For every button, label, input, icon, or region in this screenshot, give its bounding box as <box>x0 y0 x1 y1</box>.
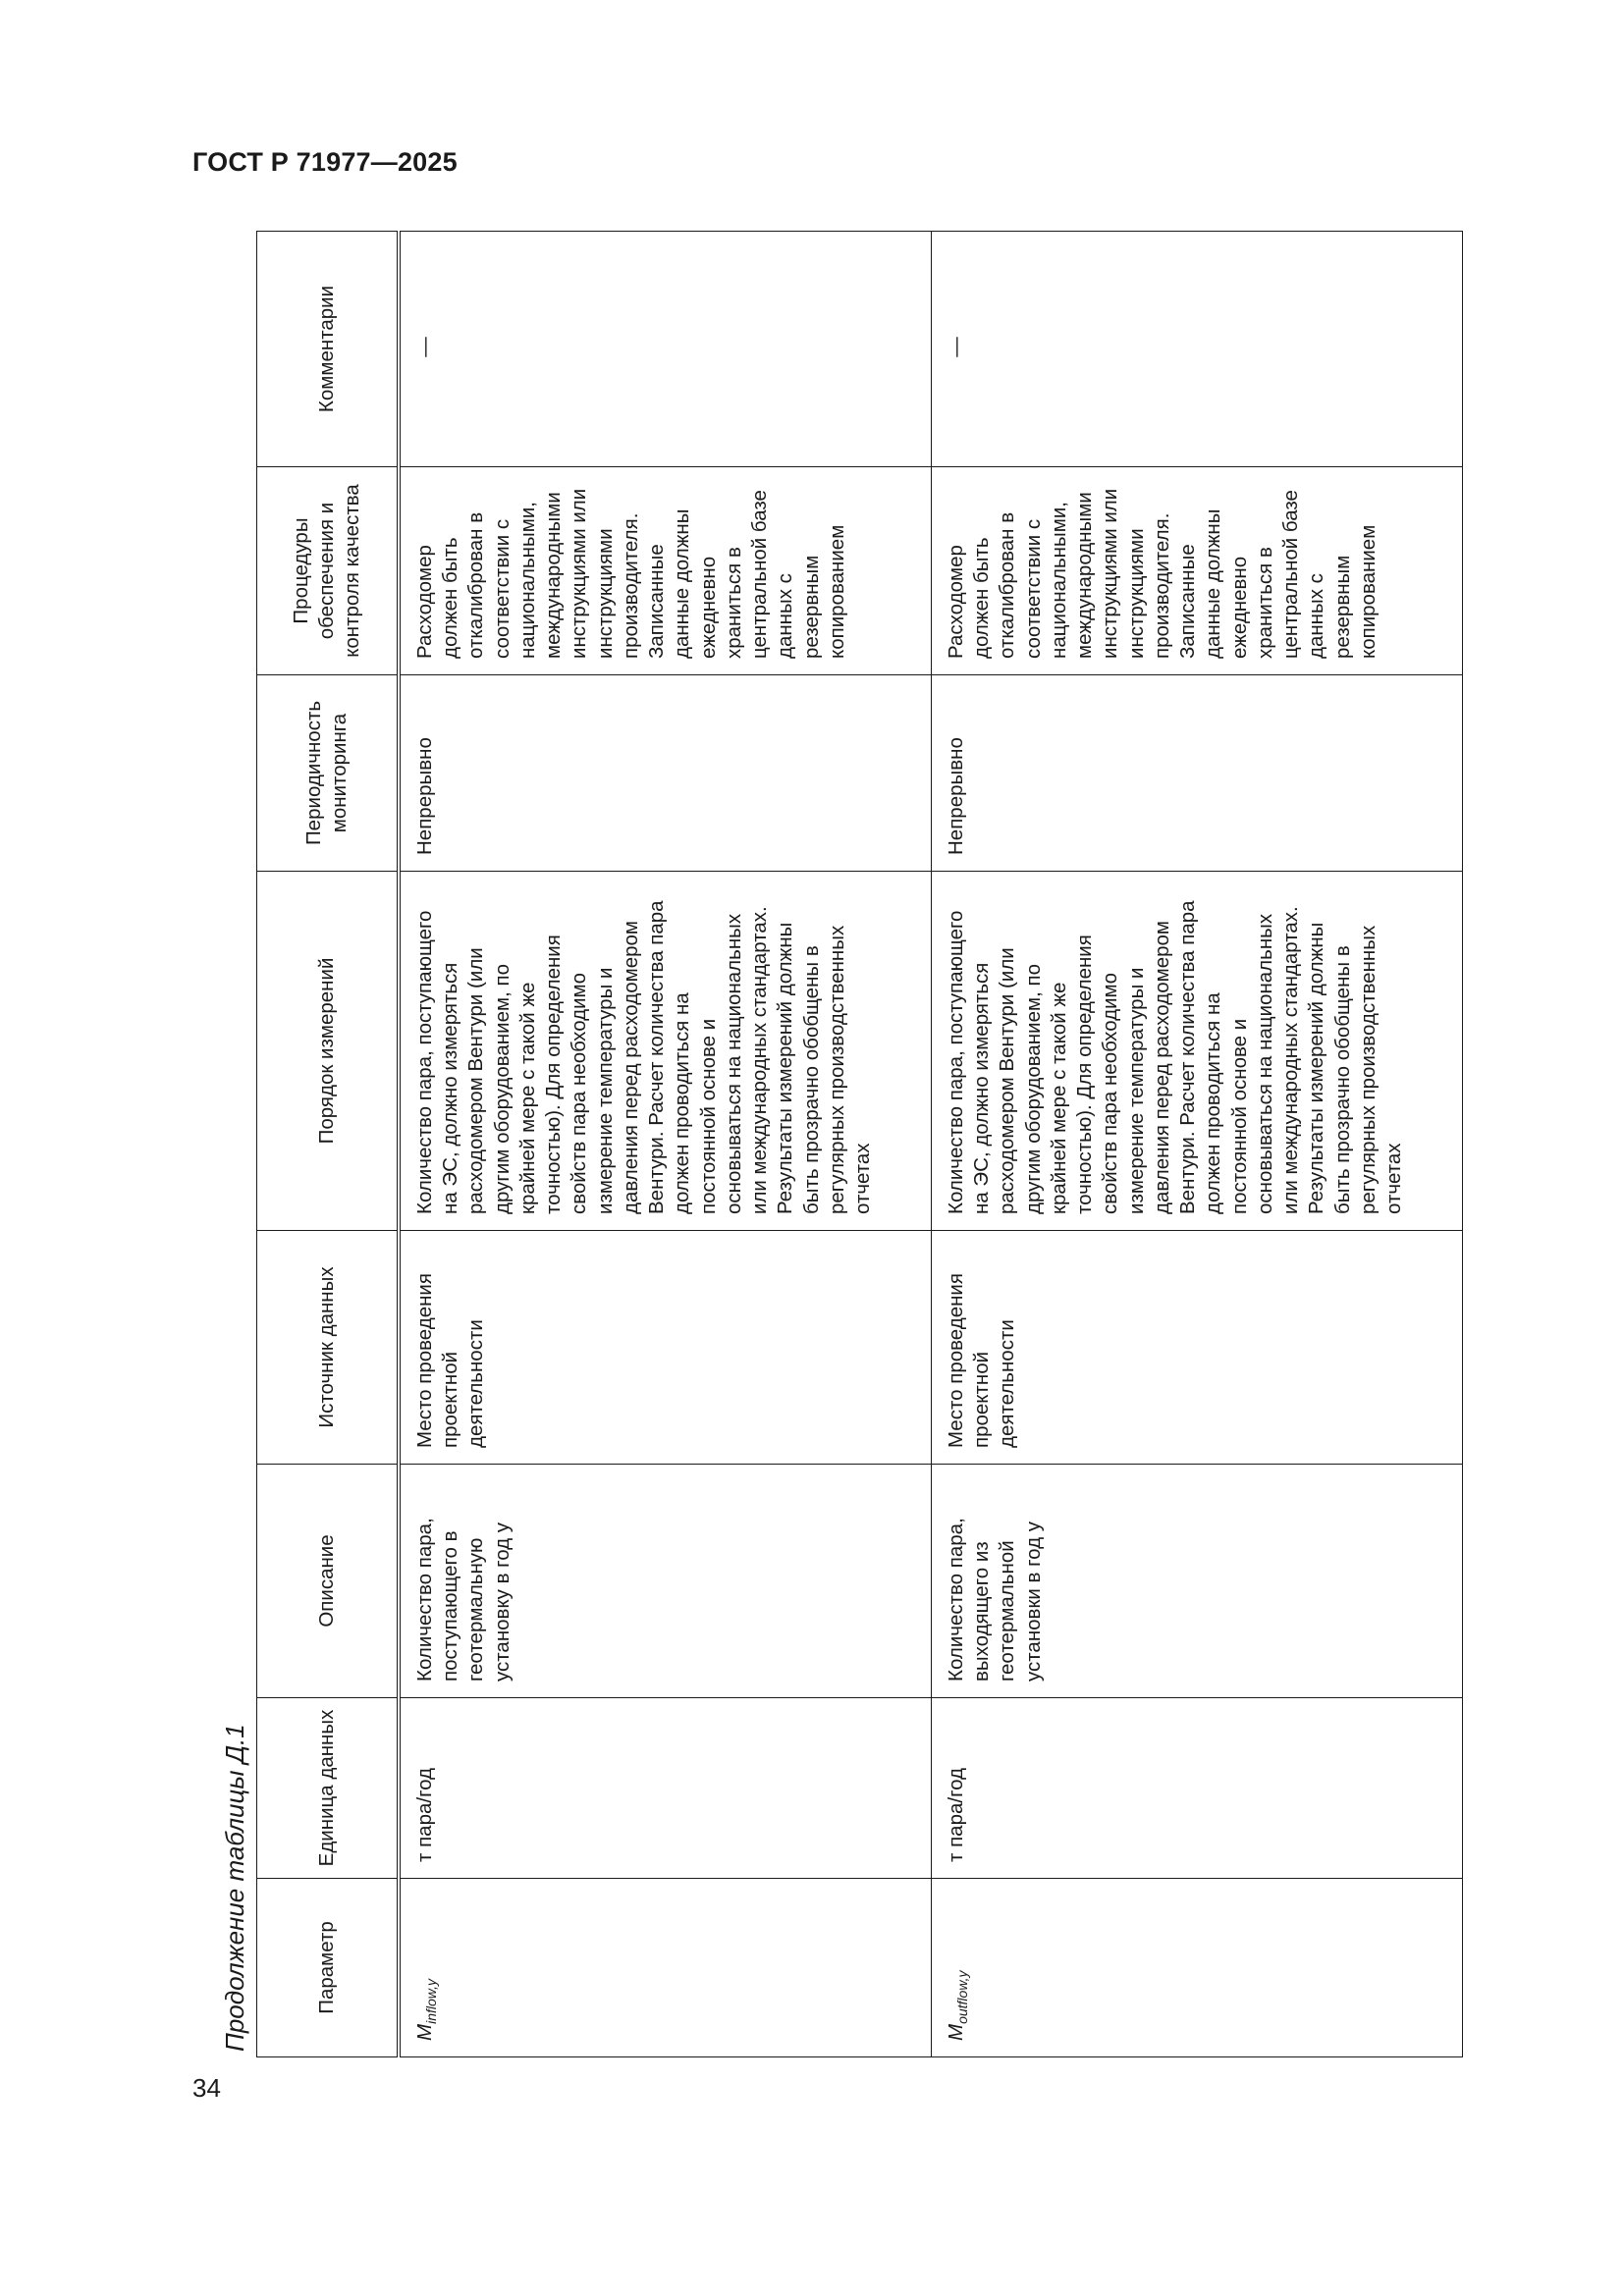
column-header-comment: Комментарии <box>257 232 400 467</box>
cell-unit: т пара/год <box>932 1698 1463 1879</box>
cell-parameter <box>399 1879 932 2057</box>
cell-description: Количество пара, поступающего в геотермальную установку в год y <box>399 1465 932 1698</box>
cell-source: Место проведения проектной деятельности <box>932 1231 1463 1465</box>
column-header-parameter: Параметр <box>257 1879 400 2057</box>
param-subscript: outflow,y <box>954 1970 971 2024</box>
table-row <box>932 232 1463 2057</box>
column-header-unit: Единица данных <box>257 1698 400 1879</box>
cell-comment: — <box>932 232 1463 467</box>
table-row <box>399 232 932 2057</box>
param-subscript: inflow,y <box>423 1979 440 2024</box>
param-symbol: M <box>413 2023 436 2041</box>
rotated-table-container <box>256 232 1436 2057</box>
column-header-description: Описание <box>257 1465 400 1698</box>
table-continuation-label: Продолжение таблицы Д.1 <box>220 1724 249 2052</box>
column-header-source: Источник данных <box>257 1231 400 1465</box>
table-header-row <box>257 232 400 2057</box>
cell-parameter <box>932 1879 1463 2057</box>
cell-source: Место проведения проектной деятельности <box>399 1231 932 1465</box>
monitoring-parameters-table <box>256 231 1463 2057</box>
column-header-measurement: Порядок измерений <box>257 872 400 1231</box>
page-number: 34 <box>192 2073 221 2103</box>
cell-unit: т пара/год <box>399 1698 932 1879</box>
cell-frequency: Непрерывно <box>932 675 1463 872</box>
document-header: ГОСТ Р 71977—2025 <box>192 147 458 177</box>
cell-measurement: Количество пара, поступающего на ЭС, должно измеряться расходомером Вентури (или другим оборудованием, по крайней мере с такой же точностью). Для определения свойств пара необходимо измерение температуры и давления перед расходомером Вентури. Расчет количества пара должен проводиться на постоянной основе и основываться на национальных или международных стандартах. Результаты измерений должны быть прозрачно обобщены в регулярных производственных отчетах <box>932 872 1463 1231</box>
cell-qa-qc: Расходомер должен быть откалиброван в соответствии с национальными, международными инструкциями или инструкциями производителя. Записанные данные должны ежедневно храниться в центральной базе данных с резервным копированием <box>932 467 1463 675</box>
param-symbol: M <box>945 2023 967 2041</box>
cell-description: Количество пара, выходящего из геотермальной установки в год y <box>932 1465 1463 1698</box>
column-header-frequency: Периодичность мониторинга <box>257 675 400 872</box>
cell-qa-qc: Расходомер должен быть откалиброван в соответствии с национальными, международными инструкциями или инструкциями производителя. Записанные данные должны ежедневно храниться в центральной базе данных с резервным копированием <box>399 467 932 675</box>
cell-comment: — <box>399 232 932 467</box>
cell-measurement: Количество пара, поступающего на ЭС, должно измеряться расходомером Вентури (или другим оборудованием, по крайней мере с такой же точностью). Для определения свойств пара необходимо измерение температуры и давления перед расходомером Вентури. Расчет количества пара должен проводиться на постоянной основе и основываться на национальных или международных стандартах. Результаты измерений должны быть прозрачно обобщены в регулярных производственных отчетах <box>399 872 932 1231</box>
column-header-qa-qc: Процедуры обеспечения и контроля качества <box>257 467 400 675</box>
cell-frequency: Непрерывно <box>399 675 932 872</box>
